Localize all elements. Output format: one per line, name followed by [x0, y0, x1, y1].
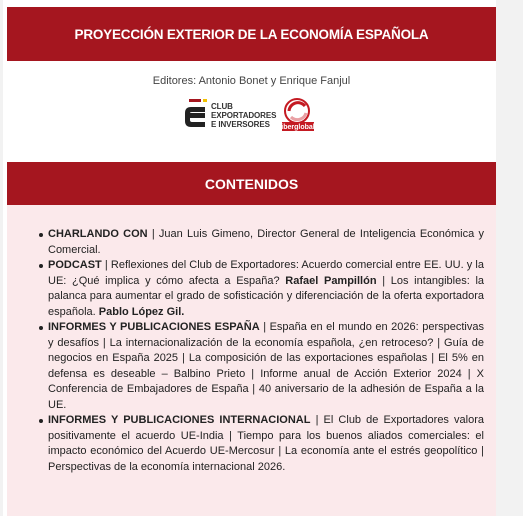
- logo-line-1: CLUB: [211, 102, 233, 111]
- contents-section-header: [7, 162, 496, 205]
- left-margin: [0, 0, 3, 516]
- logo-line-3: E INVERSORES: [211, 120, 270, 129]
- iberglobal-logo-icon[interactable]: [281, 97, 315, 133]
- iberglobal-logo-label: iberglobal: [281, 124, 315, 131]
- club-exportadores-logo-text: [211, 102, 276, 129]
- club-exportadores-logo-icon[interactable]: [181, 99, 209, 133]
- editors-section: [7, 61, 496, 162]
- section-label-link[interactable]: PODCAST: [48, 259, 102, 271]
- contents-title: CONTENIDOS: [204, 175, 299, 192]
- contents-list-item: [48, 413, 484, 475]
- contents-list: [48, 227, 484, 475]
- section-label-link[interactable]: INFORMES Y PUBLICACIONES ESPAÑA: [48, 321, 260, 333]
- partner-logos: [181, 97, 331, 137]
- section-label-link[interactable]: INFORMES Y PUBLICACIONES INTERNACIONAL: [48, 414, 311, 426]
- item-description-link[interactable]: | Juan Luis Gimeno, Director General de Inteligencia Económica y Comercial.: [48, 228, 484, 256]
- item-description-link[interactable]: | El Club de Exportadores valora positivamente el acuerdo UE-India | Tiempo para los buenos aliados comerciales: el impacto económico del Acuerdo UE-Mercosur | La economía ante el estrés geopolítico | Perspectivas de la economía internacional 2026.: [48, 414, 485, 473]
- author-name: Pablo López Gil.: [98, 305, 185, 318]
- item-description-link[interactable]: | Reflexiones del Club de Exportadores: Acuerdo comercial entre EE. UU. y la UE: ¿Qué implica y cómo afecta a España?: [48, 259, 484, 287]
- contents-list-item: [48, 258, 484, 320]
- contents-list-item: [48, 227, 484, 258]
- header-banner: [7, 7, 496, 61]
- section-label-link[interactable]: CHARLANDO CON: [48, 228, 148, 240]
- logo-line-2: EXPORTADORES: [211, 111, 277, 120]
- header-title: PROYECCIÓN EXTERIOR DE LA ECONOMÍA ESPAÑOLA: [74, 26, 429, 42]
- contents-body: [7, 205, 496, 516]
- editors-text: Editores: Antonio Bonet y Enrique Fanjul: [152, 75, 351, 87]
- author-name: Rafael Pampillón: [285, 274, 377, 287]
- contents-list-item: [48, 320, 484, 413]
- right-margin: [496, 0, 523, 516]
- item-description-link[interactable]: | Los intangibles: la palanca para aumentar el grado de sofisticación y diferenciación de la oferta exportadora española.: [48, 274, 485, 318]
- item-description-link[interactable]: | España en el mundo en 2026: perspectivas y desafíos | La internacionalización de la economía española, ¿en retroceso? | Guía de negocios en España 2025 | La composición de las exportaciones españolas | El 5% en defensa es deseable – Balbino Prieto | Informe anual de Acción Exterior 2024 | X Conferencia de Embajadores de España | 40 aniversario de la adhesión de España a la UE.: [48, 321, 484, 411]
